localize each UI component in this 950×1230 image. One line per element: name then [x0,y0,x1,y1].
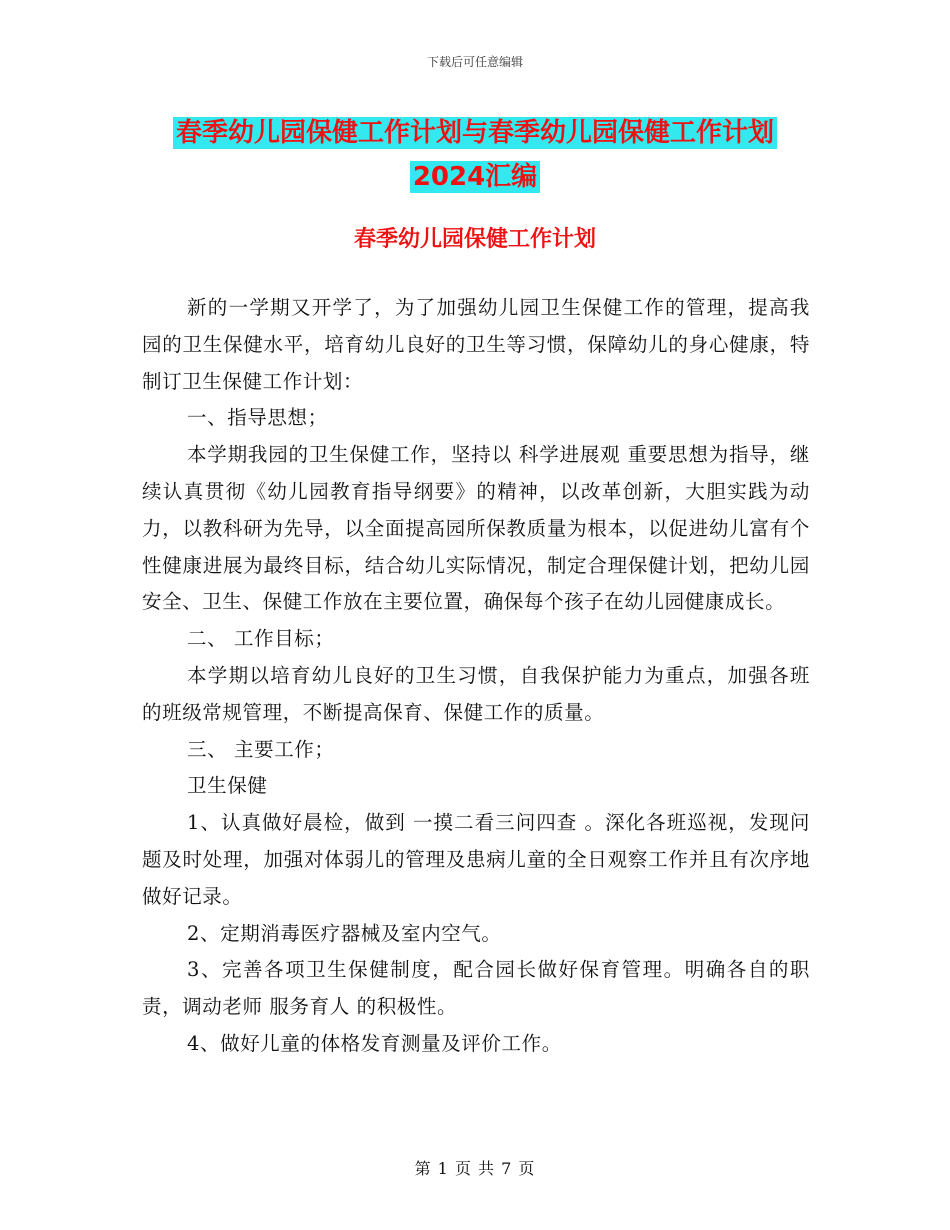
paragraph-intro: 新的一学期又开学了，为了加强幼儿园卫生保健工作的管理，提高我园的卫生保健水平，培育幼儿良好的卫生等习惯，保障幼儿的身心健康，特制订卫生保健工作计划： [142,296,810,393]
paragraph-guiding-thought: 本学期我园的卫生保健工作，坚持以 科学进展观 重要思想为指导，继续认真贯彻《幼儿园教育指导纲要》的精神，以改革创新，大胆实践为动力，以教科研为先导，以全面提高园所保教质量为根本，以促进幼儿富有个性健康进展为最终目标，结合幼儿实际情况，制定合理保健计划，把幼儿园安全、卫生、保健工作放在主要位置，确保每个孩子在幼儿园健康成长。 [142,443,810,614]
heading-main-work: 三、 主要工作； [187,737,335,761]
document-title-line1: 春季幼儿园保健工作计划与春季幼儿园保健工作计划 [0,112,950,149]
list-item-2: 2、定期消毒医疗器械及室内空气。 [187,921,502,945]
section-title: 春季幼儿园保健工作计划 [353,227,596,252]
paragraph-work-goals: 本学期以培育幼儿良好的卫生习惯，自我保护能力为重点，加强各班的班级常规管理，不断提高保育、保健工作的质量。 [142,663,810,724]
heading-guiding-thought: 一、指导思想； [187,406,328,430]
list-item-1: 1、认真做好晨检，做到 一摸二看三问四查 。深化各班巡视，发现问题及时处理，加强对体弱儿的管理及患病儿童的全日观察工作并且有次序地做好记录。 [142,811,810,908]
page-header-note: 下载后可任意编辑 [426,55,523,69]
list-item-3: 3、完善各项卫生保健制度，配合园长做好保育管理。明确各自的职责，调动老师 服务育人 的积极性。 [142,958,810,1019]
list-item-4: 4、做好儿童的体格发育测量及评价工作。 [187,1031,562,1055]
document-title-line2: 2024汇编 [0,156,950,193]
page-number: 第 1 页 共 7 页 [414,1159,536,1178]
heading-work-goals: 二、 工作目标； [187,627,335,651]
document-body [142,290,810,1063]
heading-health-care: 卫生保健 [187,774,268,798]
